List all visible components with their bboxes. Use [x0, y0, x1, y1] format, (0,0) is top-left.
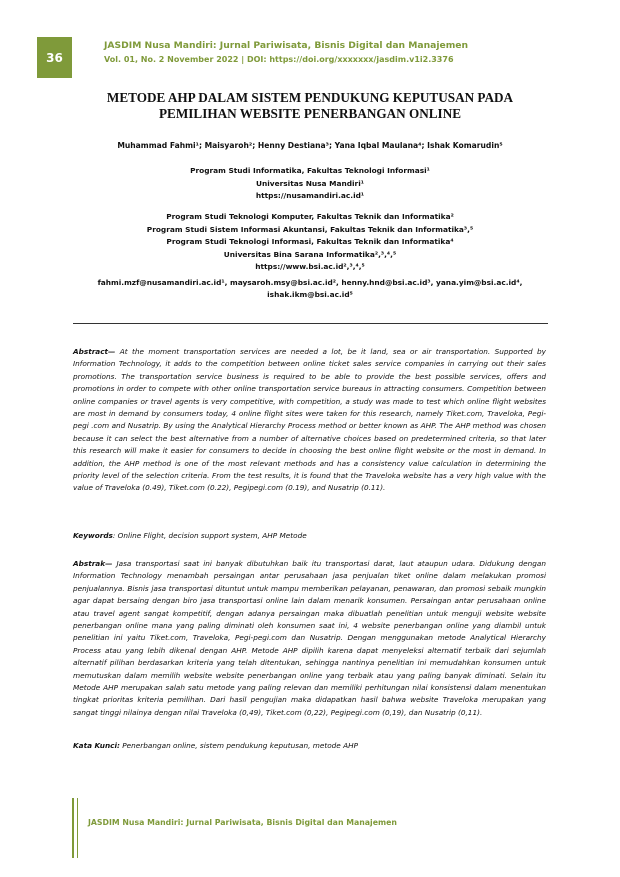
footer-accent-bar-thin: [77, 798, 78, 858]
affiliation-block-1: [60, 165, 560, 203]
paper-title-line-1: METODE AHP DALAM SISTEM PENDUKUNG KEPUTUSAN PADA: [106, 90, 514, 105]
abstract-text: At the moment transportation services are needed a lot, be it land, sea or air transportation. Supported by Information Technology, it adds to the competition between online ticket sales service companies in carrying out their sales promotions. The transportation service business is required to be able to provide the best possible services, offers and promotions in order to compete with other online transportation service bureaus in attracting consumers. Competition between online companies or travel agents is very competitive, with competition, a study was made to test which online flight websites are most in demand by consumers today, 4 online flight sites were taken for this research, namely Tiket.com, Traveloka, Pegi-pegi .com and Nusatrip. By using the Analytical Hierarchy Process method or better known as AHP. The AHP method was chosen because it can select the best alternative from a number of alternative choices based on predetermined criteria, so that later this research will make it easier for consumers to decide in choosing the best online flight website or the most in demand. In addition, the AHP method is one of the most relevant methods and has a consistency value calculation in determining the priority level of the selection criteria. From the test results, it is found that the Traveloka website has a very high value with the value of Traveloka (0.49), Tiket.com (0.22), Pegipegi.com (0.19), and Nusatrip (0.11).: [73, 347, 546, 493]
affiliation-line: Program Studi Teknologi Komputer, Fakultas Teknik dan Informatika²: [166, 212, 454, 221]
abstract-indonesian: [73, 558, 546, 719]
keywords-indonesian: [73, 740, 546, 752]
abstract-english: [73, 346, 546, 495]
journal-header: [104, 40, 574, 64]
affiliation-link[interactable]: https://www.bsi.ac.id²,³,⁴,⁵: [255, 262, 365, 271]
page-number: 36: [46, 50, 63, 65]
email-line[interactable]: ishak.ikm@bsi.ac.id⁵: [267, 290, 353, 299]
author-emails: [60, 277, 560, 301]
affiliation-block-2: [60, 211, 560, 274]
footer-accent-bar: [72, 798, 74, 858]
section-divider: [73, 323, 548, 324]
keywords-text: : Online Flight, decision support system, AHP Metode: [112, 531, 307, 540]
abstrak-text: Jasa transportasi saat ini banyak dibutuhkan baik itu transportasi darat, laut ataupun udara. Didukung dengan Information Technology menambah persaingan antar perusahaan jasa penjualan tiket online dalam melakukan promosi penjualannya. Bisnis jasa transportasi dituntut untuk mampu memberikan pelayanan, penawaran, dan promosi sebaik mungkin agar dapat bersaing dengan biro jasa transportasi online lain dalam menarik konsumen. Persaingan antar perusahaan online atau travel agent sangat kompetitif, dengan adanya persaingan maka dibuatlah penelitian untuk menguji website website penerbangan online mana yang paling diminati oleh konsumen saat ini, 4 website penerbangan online yang diambil untuk penelitian ini yaitu Tiket.com, Traveloka, Pegi-pegi.com dan Nusatrip. Dengan menggunakan metode Analytical Hierarchy Process atau yang lebih dikenal dengan AHP. Metode AHP dipilih karena dapat menyeleksi alternatif terbaik dari sejumlah alternatif pilihan berdasarkan kriteria yang telah ditentukan, sehingga nantinya penelitian ini memudahkan konsumen untuk memutuskan dalam memilih website website penerbangan online yang terbaik atau yang paling banyak diminati. Selain itu Metode AHP merupakan salah satu metode yang paling relevan dan memiliki perhitungan nilai konsistensi dalam menentukan tingkat prioritas kriteria pemilihan. Dari hasil pengujian maka didapatkan hasil bahwa website Traveloka merupakan yang sangat tinggi nilainya dengan nilai Traveloka (0,49), Tiket.com (0,22), Pegipegi.com (0,19), dan Nusatrip (0,11).: [73, 559, 546, 717]
affiliation-line: Program Studi Sistem Informasi Akuntansi, Fakultas Teknik dan Informatika³,⁵: [146, 224, 474, 234]
paper-title: [60, 90, 560, 122]
kata-kunci-label: Kata Kunci:: [73, 741, 120, 750]
journal-title: JASDIM Nusa Mandiri: Jurnal Pariwisata, Bisnis Digital dan Manajemen: [104, 40, 469, 51]
kata-kunci-text: Penerbangan online, sistem pendukung keputusan, metode AHP: [119, 741, 358, 750]
page-number-badge: [37, 37, 72, 78]
email-line[interactable]: fahmi.mzf@nusamandiri.ac.id¹, maysaroh.msy@bsi.ac.id², henny.hnd@bsi.ac.id³, yana.yim@bsi.ac.id⁴,: [97, 278, 523, 287]
abstrak-label: Abstrak—: [73, 559, 113, 568]
affiliation-line: Program Studi Informatika, Fakultas Teknologi Informasi¹: [190, 166, 430, 175]
affiliation-link[interactable]: https://nusamandiri.ac.id¹: [255, 191, 365, 200]
author-list: Muhammad Fahmi¹; Maisyaroh²; Henny Destiana³; Yana Iqbal Maulana⁴; Ishak Komarudin⁵: [117, 141, 503, 150]
footer-journal-title: JASDIM Nusa Mandiri: Jurnal Pariwisata, Bisnis Digital dan Manajemen: [88, 818, 397, 827]
affiliation-line: Universitas Bina Sarana Informatika²,³,⁴,⁵: [223, 249, 397, 259]
paper-title-line-2: PEMILIHAN WEBSITE PENERBANGAN ONLINE: [158, 106, 462, 121]
affiliation-line: Universitas Nusa Mandiri¹: [256, 178, 364, 188]
keywords-english: [73, 530, 546, 542]
abstract-label: Abstract—: [73, 347, 116, 356]
journal-issue-info: Vol. 01, No. 2 November 2022 | DOI: https://doi.org/xxxxxxx/jasdim.v1i2.3376: [104, 55, 454, 64]
affiliation-line: Program Studi Teknologi Informasi, Fakultas Teknik dan Informatika⁴: [166, 237, 454, 246]
keywords-label: Keywords: [73, 531, 113, 540]
